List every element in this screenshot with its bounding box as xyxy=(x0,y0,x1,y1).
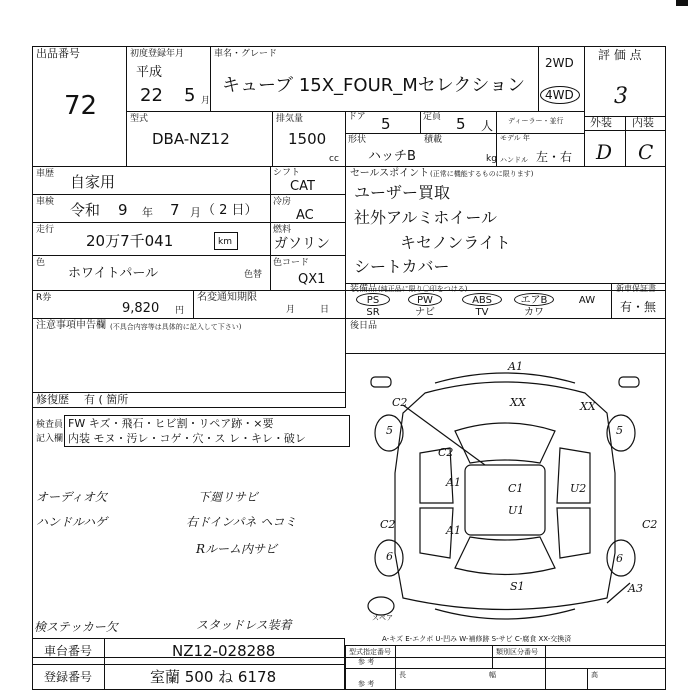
damage-diagram xyxy=(345,353,666,633)
note-studless: スタッドレス装着 xyxy=(196,618,292,632)
score-label: 評 価 点 xyxy=(598,48,642,62)
ext-label: 外装 xyxy=(590,116,612,129)
mark-5-left: 5 xyxy=(386,424,393,437)
equip-airbag: エアB xyxy=(520,295,548,306)
mark-c2-b: C2 xyxy=(438,446,454,459)
equip-sr: SR xyxy=(366,307,380,318)
capacity-label: 定員 xyxy=(423,112,442,122)
note-audio: オーディオ欠 xyxy=(36,490,108,504)
inspector-row-1: FW キズ・飛石・ヒビ割・リペア跡・×要 xyxy=(68,417,274,430)
history: 自家用 xyxy=(70,173,116,191)
model-year-label: モデル 年 xyxy=(500,134,530,142)
chassis-number: NZ12-028288 xyxy=(172,642,276,660)
equip-navi: ナビ xyxy=(415,307,435,318)
color-change-label: 色替 xyxy=(244,270,263,280)
lot-number: 72 xyxy=(64,91,98,121)
inspect-month-unit: 月 xyxy=(190,206,201,219)
mileage: 20万7千041 xyxy=(86,232,174,250)
first-reg-label: 初度登録年月 xyxy=(130,49,185,59)
note-sticker: 検ステッカー欠 xyxy=(34,620,118,634)
sales-line-1: ユーザー買取 xyxy=(354,183,451,202)
mark-c1: C1 xyxy=(508,482,524,495)
capacity: 5 xyxy=(456,115,466,133)
corner-mark xyxy=(676,0,688,6)
recycle-label: R券 xyxy=(36,293,52,303)
inspect-year: 9 xyxy=(118,201,128,219)
chassis-label: 車台番号 xyxy=(44,644,93,658)
doors: 5 xyxy=(381,115,391,133)
score: 3 xyxy=(614,84,628,109)
month-unit: 月 xyxy=(201,96,211,106)
inspect-year-unit: 年 xyxy=(142,206,153,219)
height-label: 高 xyxy=(591,671,598,679)
drive-4wd: 4WD xyxy=(545,88,574,102)
note-handle: ハンドルハゲ xyxy=(36,515,108,529)
kg-unit: kg xyxy=(486,154,497,164)
mark-s1: S1 xyxy=(510,580,525,593)
handle: 左・右 xyxy=(536,150,573,164)
equipment-label: 装備品 xyxy=(350,284,378,294)
inspect-month: 7 xyxy=(170,201,180,219)
sales-line-2: 社外アルミホイール xyxy=(354,208,498,227)
inspect-label: 車検 xyxy=(36,197,55,207)
disp-label: 排気量 xyxy=(276,114,304,124)
mark-c2-d: C2 xyxy=(642,518,658,531)
lot-label: 出品番号 xyxy=(36,47,80,60)
warranty-label: 新車保証書 xyxy=(616,284,656,293)
color-label: 色 xyxy=(36,258,46,268)
length-label: 長 xyxy=(399,671,406,679)
inspect-day: （ 2 日） xyxy=(202,203,258,218)
drive-2wd: 2WD xyxy=(545,56,574,70)
mark-c2-c: C2 xyxy=(380,518,396,531)
equip-abs: ABS xyxy=(472,295,492,306)
month-word: 月 xyxy=(286,305,296,315)
repair-value: 有 ( 箇所 xyxy=(84,393,129,406)
color-code-label: 色コード xyxy=(273,258,310,268)
inspector-row-2: 内装 モヌ・汚レ・コゲ・穴・ス レ・キレ・破レ xyxy=(68,432,306,445)
note-underbody: 下廻リサビ xyxy=(198,490,258,504)
ref-2: 参 考 xyxy=(358,680,375,688)
model-label: 型式 xyxy=(130,114,149,124)
equip-leather: カワ xyxy=(524,307,544,318)
classification-label: 類別区分番号 xyxy=(496,648,538,656)
mark-xx-left: XX xyxy=(510,396,526,409)
sales-line-4: シートカバー xyxy=(354,257,450,276)
mark-a1-top: A1 xyxy=(508,360,523,373)
yen-unit: 円 xyxy=(175,306,185,316)
fuel: ガソリン xyxy=(274,236,330,252)
dealer-label: ディーラー・並行 xyxy=(508,117,564,125)
sales-line-3: キセノンライト xyxy=(400,233,511,252)
reg-year: 22 xyxy=(140,85,163,106)
mark-u1: U1 xyxy=(508,504,525,517)
model: DBA-NZ12 xyxy=(152,130,230,148)
registration: 室蘭 500 ね 6178 xyxy=(150,668,277,686)
mark-a1-left-2: A1 xyxy=(446,524,461,537)
int-label: 内装 xyxy=(632,116,654,129)
sales-note: (正常に機能するものに限ります) xyxy=(430,170,534,178)
handle-label: ハンドル xyxy=(500,156,528,164)
inspector-label-2: 記入欄 xyxy=(36,434,64,444)
car-name: キューブ 15X_FOUR_Mセレクション xyxy=(222,75,526,96)
shape: ハッチB xyxy=(368,149,416,164)
note-room: Rルーム内サビ xyxy=(196,542,278,556)
ac-label: 冷房 xyxy=(273,197,292,207)
inspect-era: 令和 xyxy=(70,201,101,219)
name-grade-label: 車名・グレード xyxy=(214,49,278,59)
ext-grade: D xyxy=(596,140,613,164)
repair-label: 修復歴 xyxy=(36,393,69,406)
color: ホワイトパール xyxy=(68,266,159,281)
ac: AC xyxy=(296,208,314,223)
shift: CAT xyxy=(290,179,315,194)
mark-xx-right: XX xyxy=(580,400,596,413)
km-unit: km xyxy=(218,237,232,247)
mark-c2-a: C2 xyxy=(392,396,408,409)
shift-label: シフト xyxy=(273,168,301,178)
damage-legend: A-キズ E-エクボ U-凹み W-補修跡 S-サビ C-腐食 XX-交換済 xyxy=(382,635,572,643)
shape-label: 形状 xyxy=(348,135,367,145)
mark-5-right: 5 xyxy=(616,424,623,437)
width-label: 幅 xyxy=(489,671,496,679)
cc-unit: cc xyxy=(329,154,339,164)
equip-aw: AW xyxy=(578,295,596,306)
equip-ps: PS xyxy=(366,295,380,306)
history-label: 車歴 xyxy=(36,169,55,179)
equip-pw: PW xyxy=(417,295,433,306)
mark-a1-left-1: A1 xyxy=(446,476,461,489)
model-designation-label: 型式指定番号 xyxy=(349,648,391,656)
recycle-amount: 9,820 xyxy=(122,301,160,316)
rear-seat-label: 後日品 xyxy=(350,321,378,331)
ref-1: 参 考 xyxy=(358,658,375,666)
int-grade: C xyxy=(638,140,654,164)
name-change-label: 名変通知期限 xyxy=(197,292,257,303)
equip-tv: TV xyxy=(475,307,489,318)
mark-u2: U2 xyxy=(570,482,587,495)
capacity-unit: 人 xyxy=(481,119,494,133)
mark-a3: A3 xyxy=(628,582,643,595)
reg-month: 5 xyxy=(184,85,196,106)
displacement: 1500 xyxy=(288,130,327,148)
color-code: QX1 xyxy=(298,272,326,287)
mark-6-right: 6 xyxy=(616,552,623,565)
warranty: 有・無 xyxy=(620,300,657,314)
sales-label: セールスポイント xyxy=(350,168,430,179)
mark-6-left: 6 xyxy=(386,550,393,563)
equipment-note: (純正品に限り〇印をつける) xyxy=(378,285,468,293)
era: 平成 xyxy=(136,65,163,80)
load-label: 積載 xyxy=(424,135,443,145)
note-door: 右ドインパネ ヘコミ xyxy=(186,515,297,529)
notes-label: 注意事項申告欄 xyxy=(36,320,106,331)
spare-label: スペア xyxy=(372,614,393,622)
door-label: ドア xyxy=(348,112,366,122)
fuel-label: 燃料 xyxy=(273,225,292,235)
day-word: 日 xyxy=(320,305,330,315)
inspector-label-1: 検査員 xyxy=(36,420,64,430)
notes-sub: (不具合内容等は具体的に記入して下さい) xyxy=(110,323,242,331)
reg-label: 登録番号 xyxy=(44,670,93,684)
mileage-label: 走行 xyxy=(36,225,55,235)
